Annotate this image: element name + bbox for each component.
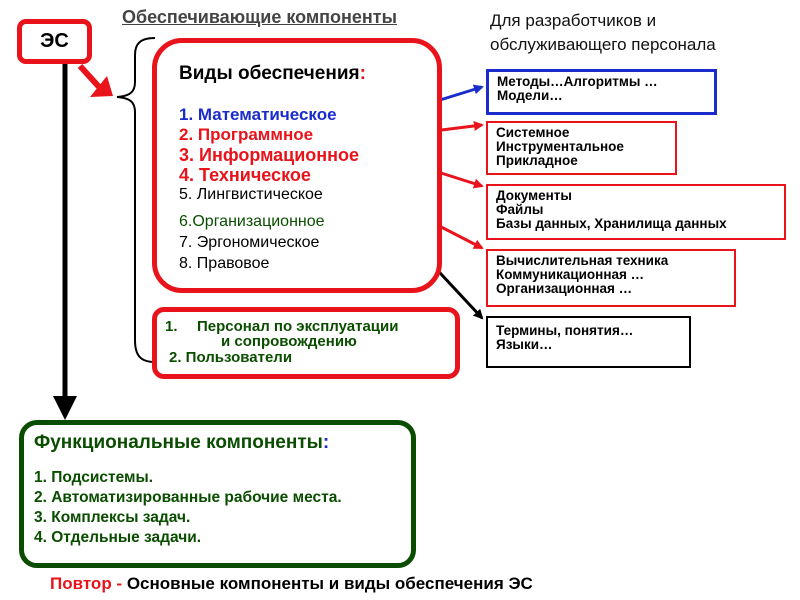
es-label: ЭС xyxy=(40,30,69,52)
personnel-item-1-line-2: и сопровождению xyxy=(221,333,357,350)
support-types-box xyxy=(152,38,442,293)
software-types-line-2: Инструментальное xyxy=(496,139,624,154)
es-to-brace-arrow xyxy=(80,66,100,88)
type-item-ergonomic: 7. Эргономическое xyxy=(179,234,320,251)
type-item-information: 3. Информационное xyxy=(179,145,360,165)
developers-note xyxy=(490,9,716,57)
technical-types-line-3: Организационная … xyxy=(496,281,633,296)
technical-types-box xyxy=(486,249,736,307)
type-item-technical: 4. Техническое xyxy=(179,165,311,185)
es-to-brace-arrowhead xyxy=(90,76,113,97)
footer-caption xyxy=(50,574,533,594)
software-types-box xyxy=(486,121,677,175)
type-item-linguistic: 5. Лингвистическое xyxy=(179,186,323,203)
functional-item-subsystems: 1. Подсистемы. xyxy=(34,469,154,486)
functional-components-title xyxy=(34,432,329,454)
functional-components-title-text: Функциональные компоненты xyxy=(34,432,323,453)
personnel-item-2: 2. Пользователи xyxy=(169,349,293,366)
functional-item-separate-tasks: 4. Отдельные задачи. xyxy=(34,529,202,546)
software-types-line-1: Системное xyxy=(496,125,570,140)
methods-line-1: Методы…Алгоритмы … xyxy=(497,74,658,89)
linguistic-types-line-2: Языки… xyxy=(496,337,553,352)
support-components-heading: Обеспечивающие компоненты xyxy=(122,7,397,27)
technical-types-line-2: Коммуникационная … xyxy=(496,267,645,282)
personnel-item-1-number: 1. xyxy=(165,318,178,335)
software-types-line-3: Прикладное xyxy=(496,153,578,168)
personnel-box xyxy=(152,307,460,379)
information-types-line-1: Документы xyxy=(496,188,572,203)
developers-note-line-1: Для разработчиков и xyxy=(490,11,657,30)
type-item-organizational: 6.Организационное xyxy=(179,213,325,230)
developers-note-line-2: обслуживающего персонала xyxy=(490,35,716,54)
type-item-legal: 8. Правовое xyxy=(179,255,270,272)
information-types-line-2: Файлы xyxy=(496,202,544,217)
methods-line-2: Модели… xyxy=(497,88,563,103)
es-to-functional-arrowhead xyxy=(53,396,77,420)
methods-box xyxy=(486,69,717,115)
type-item-software: 2. Программное xyxy=(179,125,314,144)
es-box xyxy=(17,19,92,64)
linguistic-types-box xyxy=(486,316,691,368)
information-types-box xyxy=(486,184,786,240)
footer-prefix: Повтор - xyxy=(50,574,123,593)
functional-item-workstations: 2. Автоматизированные рабочие места. xyxy=(34,489,342,506)
personnel-item-1-line-1: Персонал по эксплуатации xyxy=(197,318,399,335)
footer-text: Основные компоненты и виды обеспечения ЭС xyxy=(126,574,533,593)
type-item-math: 1. Математическое xyxy=(179,105,337,124)
functional-components-title-colon: : xyxy=(322,432,330,453)
information-types-line-3: Базы данных, Хранилища данных xyxy=(496,216,727,231)
support-types-title xyxy=(179,63,366,85)
support-types-title-colon: : xyxy=(359,63,366,84)
linguistic-types-line-1: Термины, понятия… xyxy=(496,323,634,338)
functional-components-box xyxy=(19,420,416,568)
curly-brace xyxy=(117,38,155,362)
functional-item-task-complexes: 3. Комплексы задач. xyxy=(34,509,191,526)
support-types-title-text: Виды обеспечения xyxy=(179,63,360,84)
technical-types-line-1: Вычислительная техника xyxy=(496,253,669,268)
